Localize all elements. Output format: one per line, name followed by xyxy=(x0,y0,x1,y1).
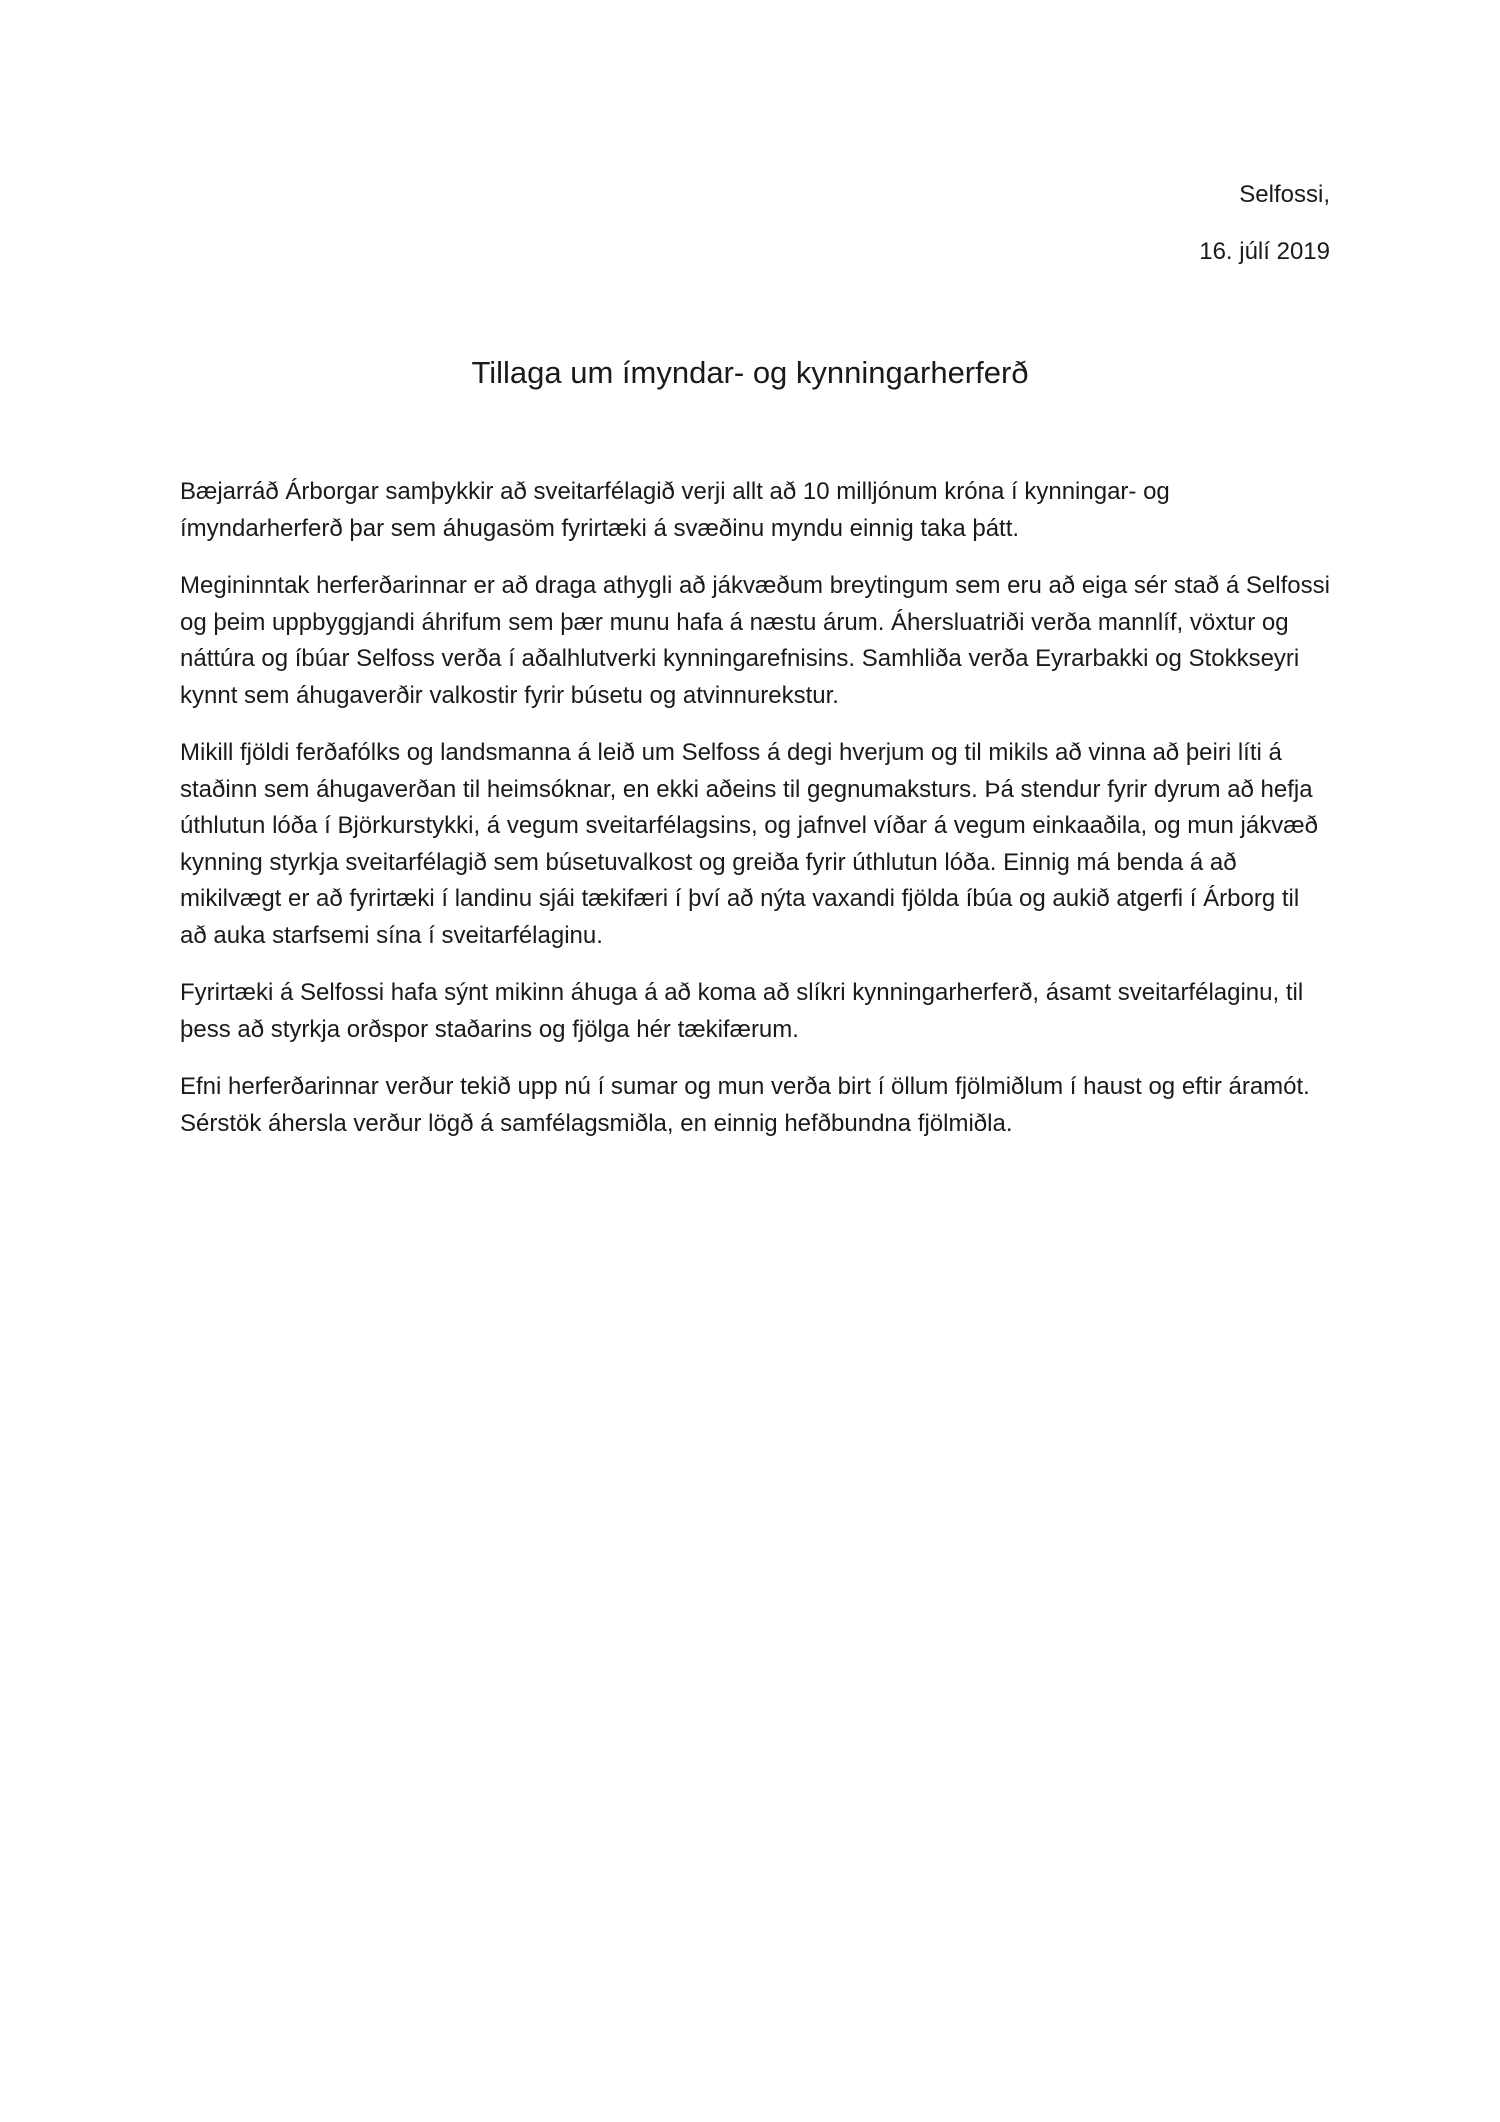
place-line: Selfossi, xyxy=(1239,181,1330,208)
document-body xyxy=(180,474,1330,1163)
paragraph-2: Megininntak herferðarinnar er að draga athygli að jákvæðum breytingum sem eru að eiga sér stað á Selfossi og þeim uppbyggjandi áhrifum sem þær munu hafa á næstu árum. Áhersluatriði verða mannlíf, vöxtur og náttúra og íbúar Selfoss verða í aðalhlutverki kynningarefnisins. Samhliða verða Eyrarbakki og Stokkseyri kynnt sem áhugaverðir valkostir fyrir búsetu og atvinnurekstur. xyxy=(180,572,1330,709)
paragraph-1: Bæjarráð Árborgar samþykkir að sveitarfélagið verji allt að 10 milljónum króna í kynningar- og ímyndarherferð þar sem áhugasöm fyrirtæki á svæðinu myndu einnig taka þátt. xyxy=(180,478,1170,542)
paragraph-4: Fyrirtæki á Selfossi hafa sýnt mikinn áhuga á að koma að slíkri kynningarherferð, ásamt sveitarfélaginu, til þess að styrkja orðspor staðarins og fjölga hér tækifærum. xyxy=(180,979,1304,1043)
paragraph-5: Efni herferðarinnar verður tekið upp nú í sumar og mun verða birt í öllum fjölmiðlum í haust og eftir áramót. Sérstök áhersla verður lögð á samfélagsmiðla, en einnig hefðbundna fjölmiðla. xyxy=(180,1073,1310,1137)
paragraph-3: Mikill fjöldi ferðafólks og landsmanna á leið um Selfoss á degi hverjum og til mikils að vinna að þeiri líti á staðinn sem áhugaverðan til heimsóknar, en ekki aðeins til gegnumaksturs. Þá stendur fyrir dyrum að hefja úthlutun lóða í Björkurstykki, á vegum sveitarfélagsins, og jafnvel víðar á vegum einkaaðila, og mun jákvæð kynning styrkja sveitarfélagið sem búsetuvalkost og greiða fyrir úthlutun lóða. Einnig má benda á að mikilvægt er að fyrirtæki í landinu sjái tækifæri í því að nýta vaxandi fjölda íbúa og aukið atgerfi í Árborg til að auka starfsemi sína í sveitarfélaginu. xyxy=(180,739,1318,949)
document-title: Tillaga um ímyndar- og kynningarherferð xyxy=(471,355,1029,390)
date-line: 16. júlí 2019 xyxy=(1199,238,1330,265)
place-date-block xyxy=(1199,180,1330,267)
